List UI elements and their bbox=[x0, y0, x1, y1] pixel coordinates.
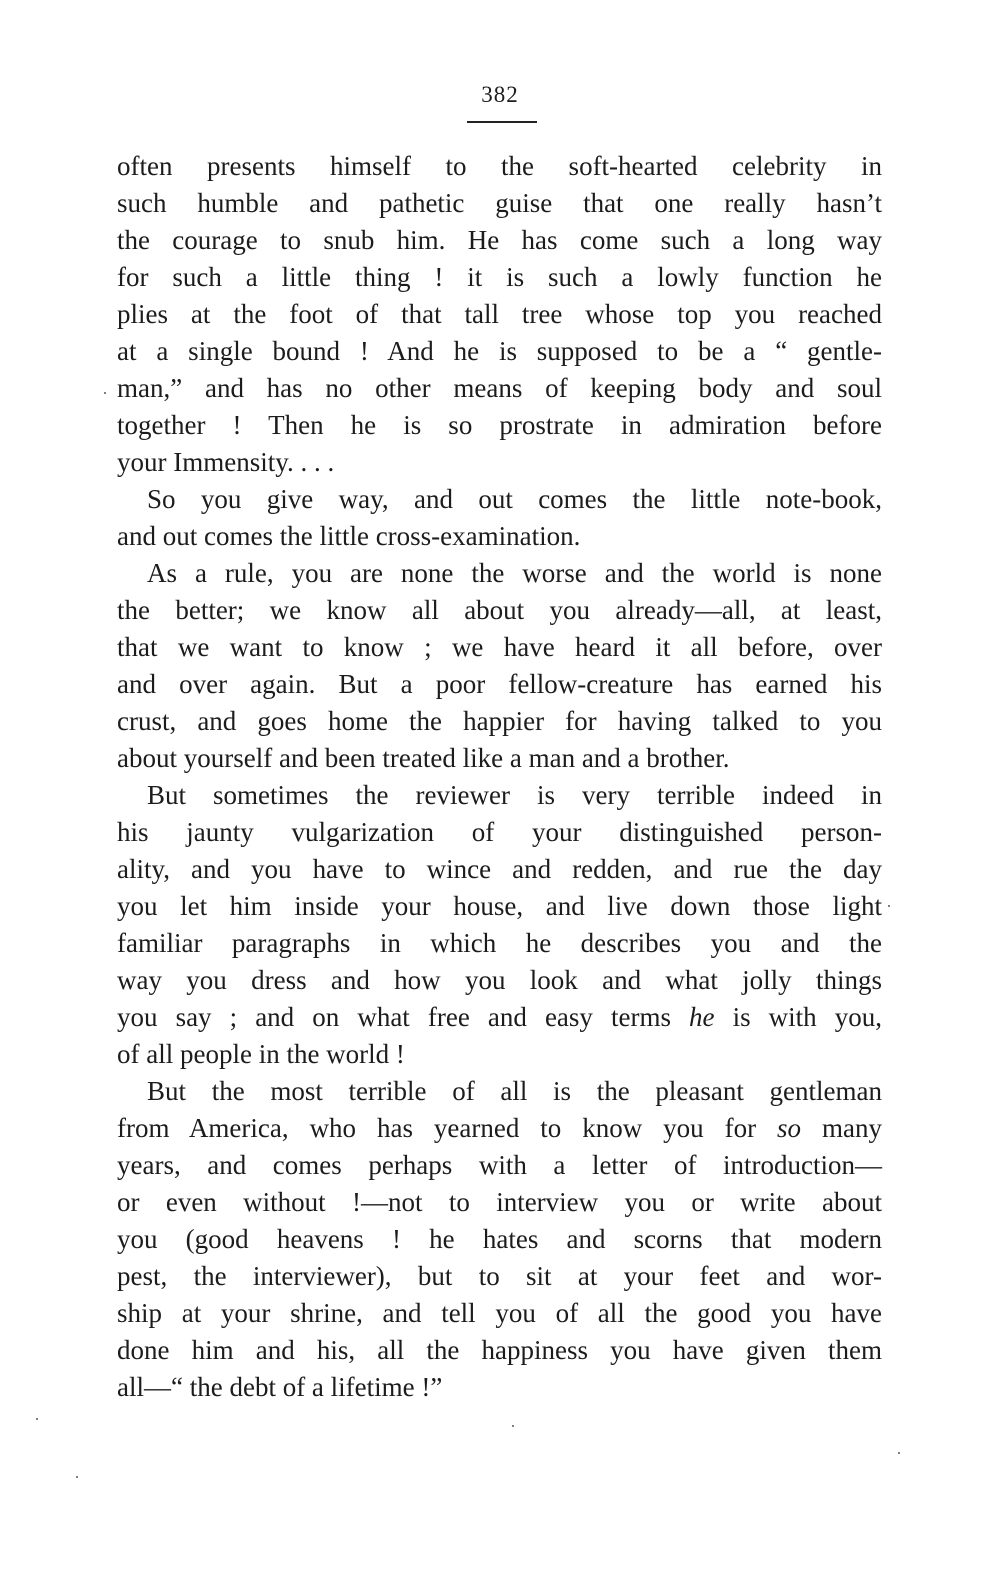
text-line: of all people in the world ! bbox=[117, 1039, 405, 1069]
text-line: his jaunty vulgarization of your distinguished person- bbox=[117, 817, 882, 847]
text-line: But the most terrible of all is the pleasant gentleman bbox=[147, 1076, 882, 1106]
text-line: your Immensity. . . . bbox=[117, 447, 335, 477]
text-line: such humble and pathetic guise that one really hasn’t bbox=[117, 188, 882, 218]
text-line: But sometimes the reviewer is very terrible indeed in bbox=[147, 780, 882, 810]
text-segment: is with you, bbox=[714, 1002, 882, 1032]
text-line: the courage to snub him. He has come such a long way bbox=[117, 225, 882, 255]
text-line: ality, and you have to wince and redden, and rue the day bbox=[117, 854, 882, 884]
text-line: all—“ the debt of a lifetime !” bbox=[117, 1372, 443, 1402]
text-segment: you say ; and on what free and easy terms bbox=[117, 1002, 690, 1032]
italic-word: he bbox=[689, 1002, 715, 1032]
text-line: together ! Then he is so prostrate in admiration before bbox=[117, 410, 882, 440]
text-segment: many bbox=[801, 1113, 882, 1143]
text-line: ship at your shrine, and tell you of all the good you have bbox=[117, 1298, 882, 1328]
text-line: and out comes the little cross-examination. bbox=[117, 521, 581, 551]
text-line: way you dress and how you look and what jolly things bbox=[117, 965, 882, 995]
text-line: As a rule, you are none the worse and the world is none bbox=[147, 558, 882, 588]
text-line: So you give way, and out comes the little note-book, bbox=[147, 484, 882, 514]
text-line: pest, the interviewer), but to sit at your feet and wor- bbox=[117, 1261, 882, 1291]
header-rule bbox=[467, 121, 537, 123]
scan-speck bbox=[898, 1452, 900, 1454]
text-segment: from America, who has yearned to know you for bbox=[117, 1113, 778, 1143]
page-number: 382 bbox=[481, 82, 519, 107]
text-line: that we want to know ; we have heard it all before, over bbox=[117, 632, 882, 662]
text-line: done him and his, all the happiness you have given them bbox=[117, 1335, 882, 1365]
text-line: you (good heavens ! he hates and scorns that modern bbox=[117, 1224, 882, 1254]
text-line: the better; we know all about you already—all, at least, bbox=[117, 595, 882, 625]
text-line: at a single bound ! And he is supposed to be a “ gentle- bbox=[117, 336, 882, 366]
scan-speck bbox=[512, 1425, 514, 1427]
text-line: about yourself and been treated like a man and a brother. bbox=[117, 743, 730, 773]
scan-speck bbox=[888, 905, 890, 907]
italic-word: so bbox=[777, 1113, 802, 1143]
text-line: for such a little thing ! it is such a lowly function he bbox=[117, 262, 882, 292]
text-line bbox=[117, 1110, 882, 1147]
text-line: or even without !—not to interview you or write about bbox=[117, 1187, 882, 1217]
body-text bbox=[117, 148, 882, 1406]
text-line: plies at the foot of that tall tree whose top you reached bbox=[117, 299, 882, 329]
text-line bbox=[117, 999, 882, 1036]
text-line: familiar paragraphs in which he describes you and the bbox=[117, 928, 882, 958]
scan-speck bbox=[76, 1476, 78, 1478]
text-line: and over again. But a poor fellow-creature has earned his bbox=[117, 669, 882, 699]
scan-speck bbox=[104, 392, 106, 394]
text-line: often presents himself to the soft-hearted celebrity in bbox=[117, 151, 882, 181]
text-line: you let him inside your house, and live down those light bbox=[117, 891, 882, 921]
text-line: man,” and has no other means of keeping body and soul bbox=[117, 373, 882, 403]
scan-speck bbox=[36, 1418, 38, 1420]
text-line: crust, and goes home the happier for having talked to you bbox=[117, 706, 882, 736]
text-line: years, and comes perhaps with a letter of introduction— bbox=[117, 1150, 882, 1180]
